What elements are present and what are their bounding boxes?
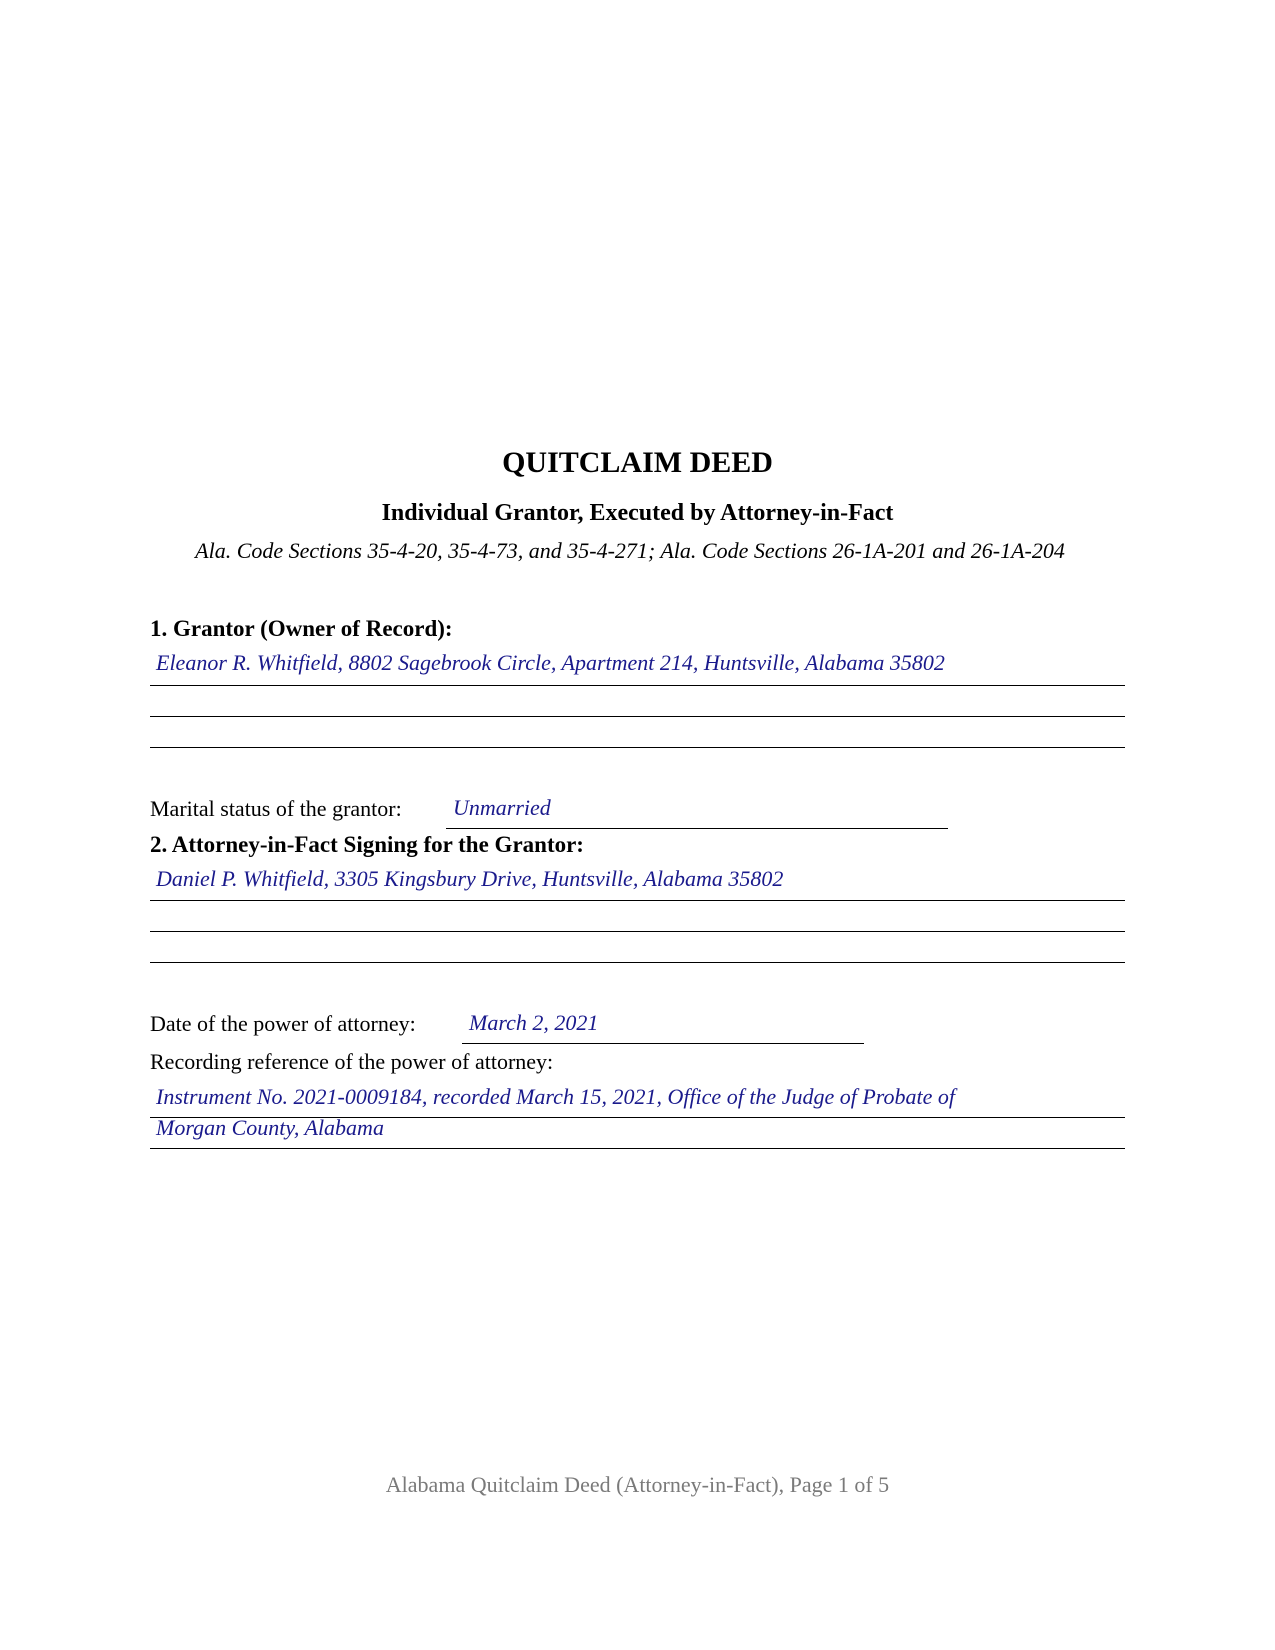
attorney-line-1 <box>150 900 1125 901</box>
recording-reference-label: Recording reference of the power of attorney: <box>150 1049 554 1074</box>
page-footer: Alabama Quitclaim Deed (Attorney-in-Fact), Page 1 of 5 <box>385 1472 890 1497</box>
marital-status-value[interactable]: Unmarried <box>453 795 551 820</box>
poa-date-value[interactable]: March 2, 2021 <box>469 1010 599 1035</box>
recording-reference-line-1[interactable]: Instrument No. 2021-0009184, recorded March 15, 2021, Office of the Judge of Probate of <box>156 1084 956 1109</box>
grantor-line-1 <box>150 685 1125 686</box>
attorney-line-2 <box>150 931 1125 932</box>
document-subtitle: Individual Grantor, Executed by Attorney-in-Fact <box>381 500 894 526</box>
document-title: QUITCLAIM DEED <box>502 446 773 479</box>
poa-date-label: Date of the power of attorney: <box>150 1011 416 1036</box>
marital-status-line <box>446 828 948 829</box>
poa-date-line <box>462 1043 864 1044</box>
grantor-value[interactable]: Eleanor R. Whitfield, 8802 Sagebrook Circle, Apartment 214, Huntsville, Alabama 35802 <box>156 650 945 675</box>
attorney-value[interactable]: Daniel P. Whitfield, 3305 Kingsbury Drive, Huntsville, Alabama 35802 <box>156 866 784 891</box>
recording-reference-line-2[interactable]: Morgan County, Alabama <box>156 1115 384 1140</box>
grantor-line-3 <box>150 747 1125 748</box>
grantor-line-2 <box>150 716 1125 717</box>
attorney-heading: 2. Attorney-in-Fact Signing for the Grantor: <box>150 832 584 857</box>
grantor-heading: 1. Grantor (Owner of Record): <box>150 616 453 641</box>
recording-line-2 <box>150 1148 1125 1149</box>
attorney-line-3 <box>150 962 1125 963</box>
statute-citation: Ala. Code Sections 35-4-20, 35-4-73, and 35-4-271; Ala. Code Sections 26-1A-201 and 26-1A-204 <box>195 538 1065 563</box>
marital-status-label: Marital status of the grantor: <box>150 796 402 821</box>
